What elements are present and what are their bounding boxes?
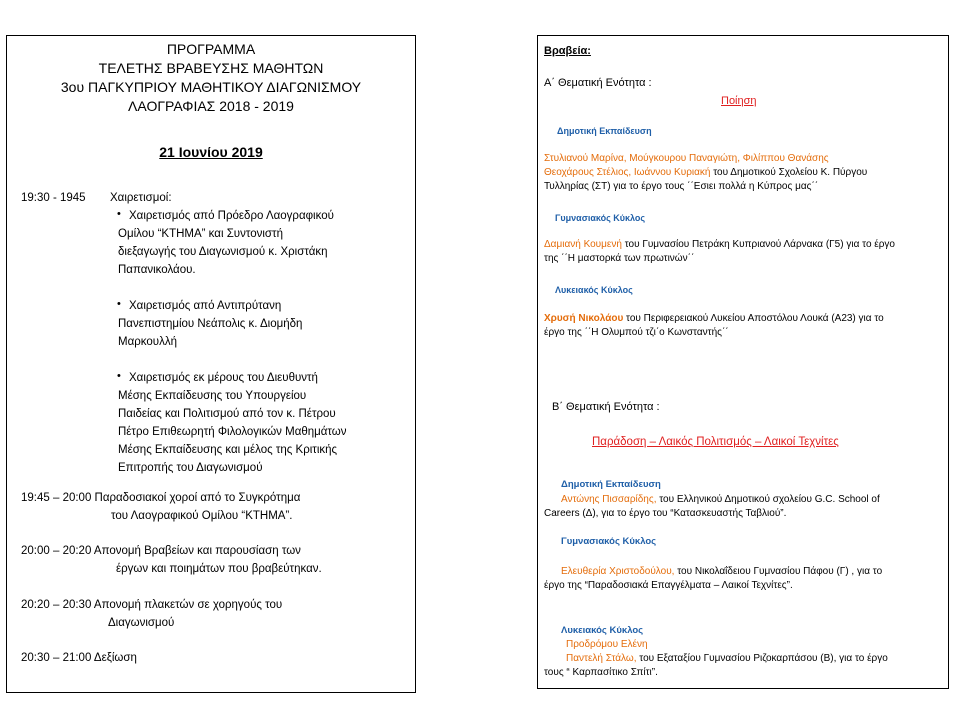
awards-heading: Βραβεία: [544,45,591,57]
greeting-3-line-1: Χαιρετισμός εκ μέρους του Διευθυντή [129,372,318,384]
a-gym-name: Δαμιανή Κουμενή [544,239,622,250]
poetry-heading: Ποίηση [721,95,757,107]
a-lyc-name: Χρυσή Νικολάου [544,313,624,324]
greeting-2-line-3: Μαρκουλλή [118,336,177,348]
a-lyc-line-1 [544,312,884,326]
a-lyc-line-2: έργο της ΄΄Η Ολυμπού τζι΄ο Κωνσταντής΄΄ [544,327,729,338]
b-gym-line-1 [561,565,882,579]
b-lyc-name-1: Προδρόμου Ελένη [566,639,648,650]
bullet-icon: • [117,370,121,382]
session-4-line-2: Διαγωνισμού [108,617,175,629]
session-2-line-1: 19:45 – 20:00 Παραδοσιακοί χοροί από το Συγκρότημα [21,492,301,504]
b-gym-heading: Γυμνασιακός Κύκλος [561,536,657,547]
unit-a-heading: Α΄ Θεματική Ενότητα : [544,77,652,89]
a-primary-names-2: Θεοχάρους Στέλιος, Ιωάννου Κυριακή [544,167,711,178]
greeting-2-line-1: Χαιρετισμός από Αντιπρύτανη [129,300,282,312]
b-primary-heading: Δημοτική Εκπαίδευση [561,479,661,490]
a-primary-line-2 [544,166,867,180]
session-2-line-2: του Λαογραφικού Ομίλου “ΚΤΗΜΑ”. [111,510,293,522]
b-lyc-line-3: τους “ Καρπασίτικο Σπίτι”. [544,667,658,678]
unit-b-heading: Β΄ Θεματική Ενότητα : [552,401,660,413]
a-gym-school: του Γυμνασίου Πετράκη Κυπριανού Λάρνακα (Γ5) για το έργο [621,239,895,250]
session-5: 20:30 – 21:00 Δεξίωση [21,652,137,664]
session-3-line-2: έργων και ποιημάτων που βραβεύτηκαν. [116,563,322,575]
a-primary-school: του Δημοτικού Σχολείου Κ. Πύργου [710,167,868,178]
b-primary-name: Αντώνης Πισσαρίδης, [561,494,657,505]
session-4-line-1: 20:20 – 20:30 Απονομή πλακετών σε χορηγούς του [21,599,283,611]
greeting-3-line-3: Παιδείας και Πολιτισμού από τον κ. Πέτρου [118,408,336,420]
greeting-1-line-2: Ομίλου “ΚΤΗΜΑ” και Συντονιστή [118,228,283,240]
b-primary-school: του Ελληνικού Δημοτικού σχολείου G.C. School of [656,494,880,505]
programme-title-line-1: ΠΡΟΓΡΑΜΜΑ [166,41,256,57]
greeting-1-line-4: Παπανικολάου. [118,264,196,276]
b-gym-school: του Νικολαΐδειου Γυμνασίου Πάφου (Γ) , για το [674,566,883,577]
b-lyc-heading: Λυκειακός Κύκλος [561,625,644,636]
event-date: 21 Ιουνίου 2019 [159,144,263,160]
session-1-label: Χαιρετισμοί: [110,192,172,204]
greeting-3-line-4: Πέτρο Επιθεωρητή Φιλολογικών Μαθημάτων [118,426,347,438]
b-primary-line-1 [561,493,880,507]
tradition-heading: Παράδοση – Λαικός Πολιτισμός – Λαικοί Τεχνίτες [592,436,839,448]
b-primary-line-2: Careers (Δ), για το έργο του “Κατασκευαστής Ταβλιού”. [544,508,787,519]
b-lyc-school: του Εξαταξίου Γυμνασίου Ριζοκαρπάσου (Β), για το έργο [636,653,888,664]
greeting-2-line-2: Πανεπιστημίου Νεάπολις κ. Διομήδη [118,318,303,330]
bullet-icon: • [117,298,121,310]
greeting-3-line-6: Επιτροπής του Διαγωνισμού [118,462,263,474]
a-lyc-heading: Λυκειακός Κύκλος [555,285,633,295]
programme-panel [6,35,416,693]
a-lyc-school: του Περιφερειακού Λυκείου Αποστόλου Λουκά (Α23) για το [623,313,884,324]
greeting-1-line-1: Χαιρετισμός από Πρόεδρο Λαογραφικού [129,210,334,222]
b-lyc-name-2: Παντελή Στάλω, [566,653,637,664]
programme-title-line-3: 3ου ΠΑΓΚΥΠΡΙΟΥ ΜΑΘΗΤΙΚΟΥ ΔΙΑΓΩΝΙΣΜΟΥ [60,79,362,95]
a-gym-line-1 [544,238,895,252]
a-primary-line-3: Τυλληρίας (ΣΤ) για το έργο τους ΄΄Εσιει πολλά η Κύπρος μας΄΄ [544,181,819,192]
b-lyc-line-2 [566,652,888,666]
a-gym-line-2: της ΄΄Η μαστορκά των πρωτινών΄΄ [544,253,695,264]
b-gym-line-2: έργο της “Παραδοσιακά Επαγγέλματα – Λαικοί Τεχνίτες”. [544,580,793,591]
awards-panel [537,35,949,689]
b-gym-name: Ελευθερία Χριστοδούλου, [561,566,675,577]
bullet-icon: • [117,208,121,220]
programme-title-line-2: ΤΕΛΕΤΗΣ ΒΡΑΒΕΥΣΗΣ ΜΑΘΗΤΩΝ [98,60,324,76]
a-primary-names-1: Στυλιανού Μαρίνα, Μούγκουρου Παναγιώτη, Φιλίππου Θανάσης [544,153,829,164]
session-1-time: 19:30 - 1945 [21,192,86,204]
greeting-3-line-5: Μέσης Εκπαίδευσης και μέλος της Κριτικής [118,444,338,456]
greeting-1-line-3: διεξαγωγής του Διαγωνισμού κ. Χριστάκη [118,246,328,258]
a-primary-heading: Δημοτική Εκπαίδευση [557,126,652,136]
session-3-line-1: 20:00 – 20:20 Απονομή Βραβείων και παρουσίαση των [21,545,301,557]
programme-title-line-4: ΛΑΟΓΡΑΦΙΑΣ 2018 - 2019 [128,98,294,114]
greeting-3-line-2: Μέσης Εκπαίδευσης του Υπουργείου [118,390,307,402]
a-gym-heading: Γυμνασιακός Κύκλος [555,213,646,223]
